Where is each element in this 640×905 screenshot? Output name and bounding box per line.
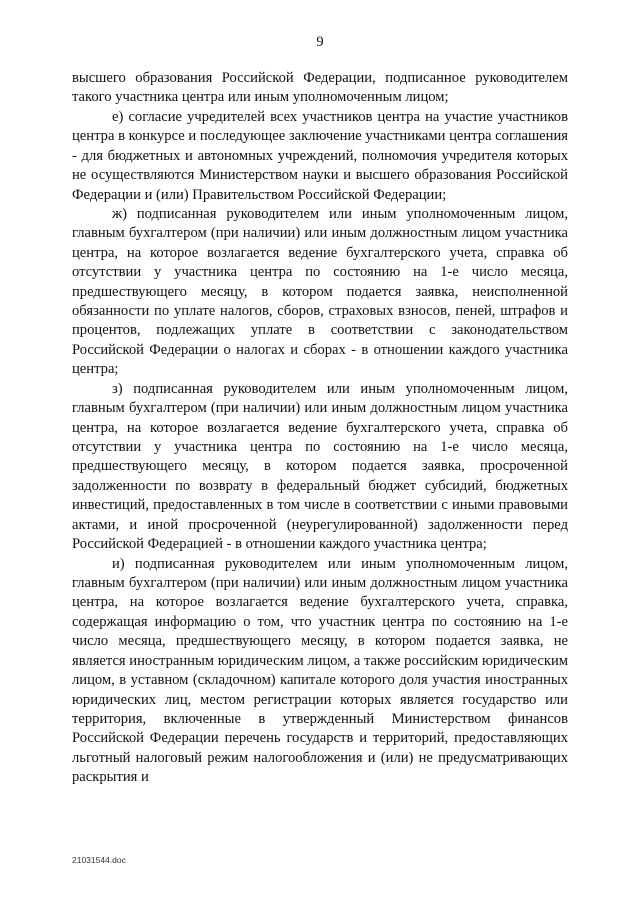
footer-filename: 21031544.doc <box>72 855 126 865</box>
page-number: 9 <box>316 34 324 50</box>
paragraph-item-e: е) согласие учредителей всех участников центра на участие участников центра в конкурсе и последующее заключение участниками центра соглашения - для бюджетных и автономных учреждений, полномочия учредителя которых не осуществляются Министерством науки и высшего образования Российской Федерации и (или) Правительством Российской Федерации; <box>72 108 568 203</box>
paragraph-item-z: з) подписанная руководителем или иным уполномоченным лицом, главным бухгалтером (при наличии) или иным должностным лицом участника центра, на которое возлагается ведение бухгалтерского учета, справка об отсутствии у участника центра по состоянию на 1-е число месяца, предшествующего месяцу, в котором подается заявка, просроченной задолженности по возврату в федеральный бюджет субсидий, бюджетных инвестиций, предоставленных в том числе в соответствии с иными правовыми актами, и иной просроченной (неурегулированной) задолженности перед Российской Федерацией - в отношении каждого участника центра; <box>72 380 568 553</box>
paragraph-continuation: высшего образования Российской Федерации, подписанное руководителем такого участника центра или иным уполномоченным лицом; <box>72 70 568 106</box>
document-body <box>72 69 568 788</box>
paragraph-item-i: и) подписанная руководителем или иным уполномоченным лицом, главным бухгалтером (при наличии) или иным должностным лицом участника центра, на которое возлагается ведение бухгалтерского учета, справка, содержащая информацию о том, что участник центра по состоянию на 1-е число месяца, предшествующего месяцу, в котором подается заявка, не является иностранным юридическим лицом, а также российским юридическим лицом, в уставном (складочном) капитале которого доля участия иностранных юридических лиц, местом регистрации которых является государство или территория, включенные в утвержденный Министерством финансов Российской Федерации перечень государств и территорий, предоставляющих льготный налоговый режим налогообложения и (или) не предусматривающих раскрытия и <box>72 555 568 786</box>
paragraph-item-zh: ж) подписанная руководителем или иным уполномоченным лицом, главным бухгалтером (при наличии) или иным должностным лицом участника центра, на которое возлагается ведение бухгалтерского учета, справка об отсутствии у участника центра по состоянию на 1-е число месяца, предшествующего месяцу, в котором подается заявка, неисполненной обязанности по уплате налогов, сборов, страховых взносов, пеней, штрафов и процентов, подлежащих уплате в соответствии с законодательством Российской Федерации о налогах и сборах - в отношении каждого участника центра; <box>72 205 568 378</box>
